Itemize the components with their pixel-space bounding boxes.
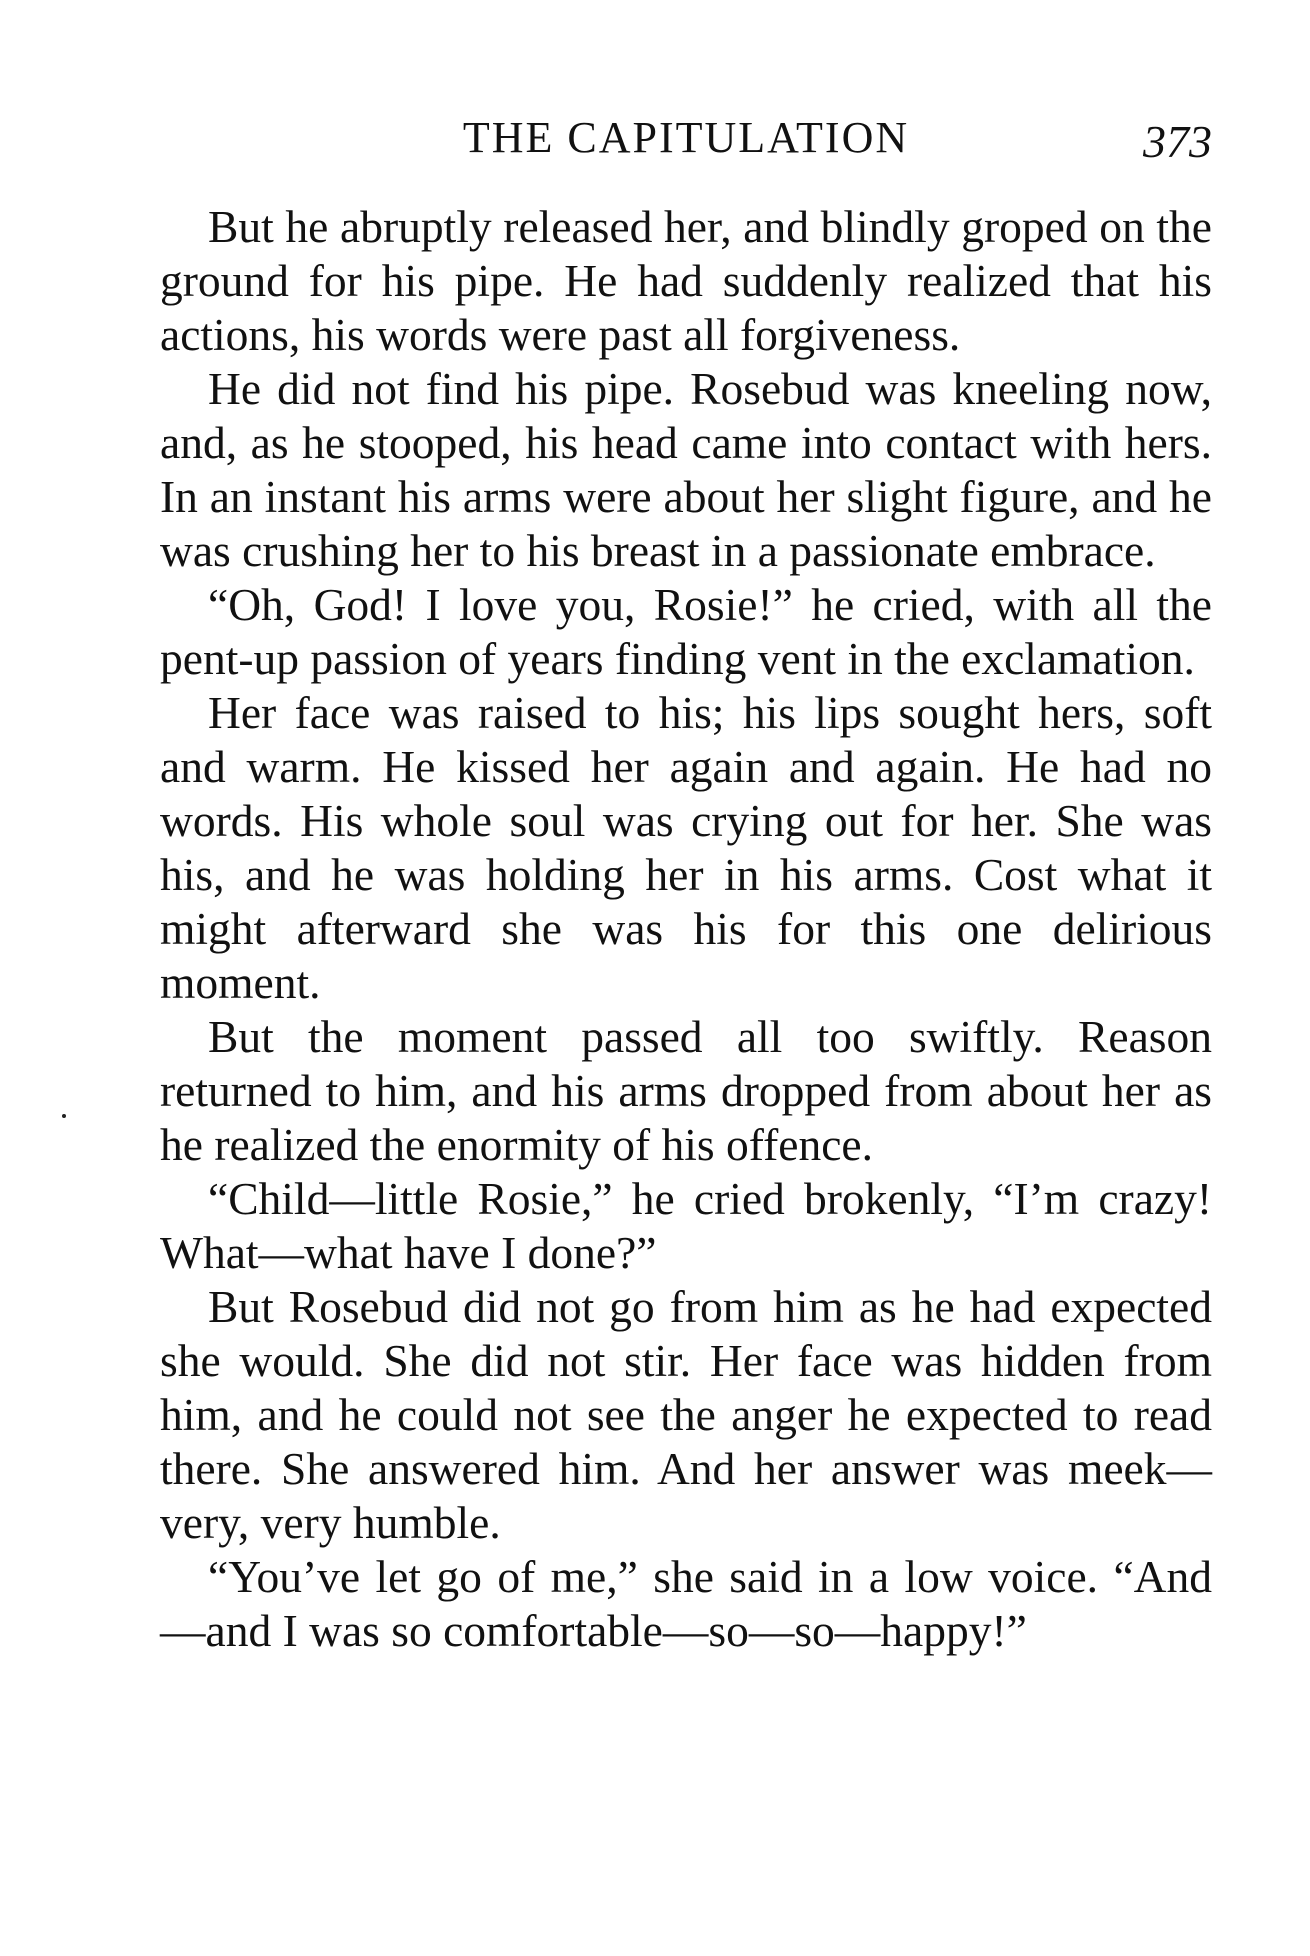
body-text — [160, 200, 1212, 1658]
page-number: 373 — [1143, 116, 1212, 167]
paragraph: “You’ve let go of me,” she said in a low voice. “And—and I was so comfortable—so—so—happy!” — [160, 1551, 1212, 1656]
paragraph: He did not find his pipe. Rosebud was kneeling now, and, as he stooped, his head came into contact with hers. In an instant his arms were about her slight figure, and he was crushing her to his breast in a passionate embrace. — [160, 363, 1212, 576]
paragraph: But Rosebud did not go from him as he had expected she would. She did not stir. Her face was hidden from him, and he could not see the anger he expected to read there. She answered him. And her answer was meek—very, very humble. — [160, 1281, 1212, 1548]
paragraph: But the moment passed all too swiftly. Reason returned to him, and his arms dropped from about her as he realized the enormity of his offence. — [160, 1011, 1212, 1170]
ink-speck — [62, 1114, 66, 1118]
running-head — [160, 108, 1212, 168]
running-title: THE CAPITULATION — [462, 113, 910, 162]
paragraph: Her face was raised to his; his lips sought hers, soft and warm. He kissed her again and again. He had no words. His whole soul was crying out for her. She was his, and he was holding her in his arms. Cost what it might afterward she was his for this one delirious moment. — [160, 687, 1212, 1008]
paragraph: “Oh, God! I love you, Rosie!” he cried, with all the pent-up passion of years finding vent in the exclamation. — [160, 579, 1212, 684]
paragraph: But he abruptly released her, and blindly groped on the ground for his pipe. He had suddenly realized that his actions, his words were past all forgiveness. — [160, 201, 1212, 360]
paragraph: “Child—little Rosie,” he cried brokenly, “I’m crazy! What—what have I done?” — [160, 1173, 1212, 1278]
